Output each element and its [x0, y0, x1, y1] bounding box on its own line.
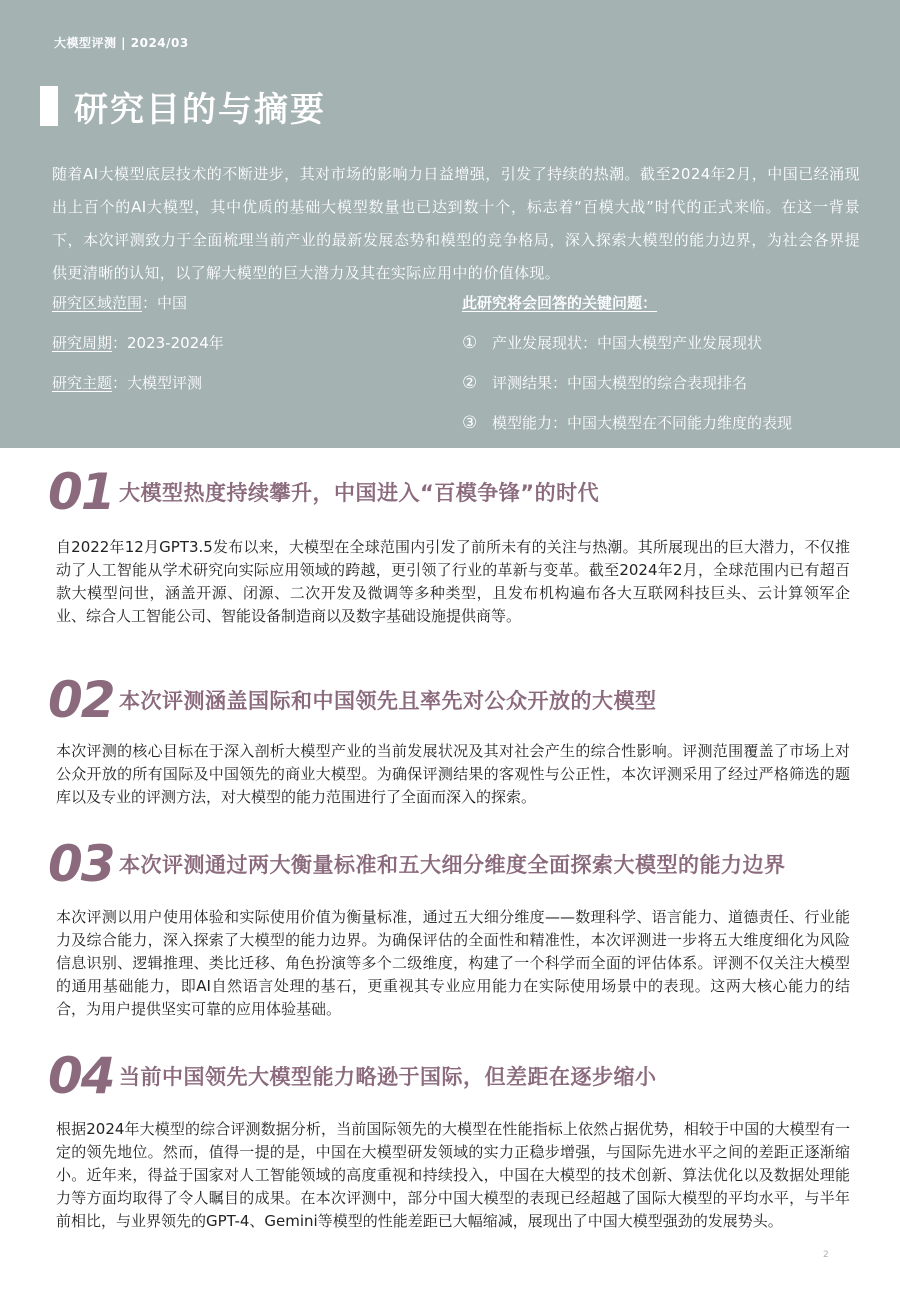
key-questions	[462, 290, 792, 450]
question-number: ③	[462, 413, 478, 433]
question-item	[462, 330, 792, 370]
meta-topic	[52, 370, 224, 410]
question-number: ②	[462, 373, 478, 393]
intro-paragraph: 随着AI大模型底层技术的不断进步，其对市场的影响力日益增强，引发了持续的热潮。截至2024年2月，中国已经涌现出上百个的AI大模型，其中优质的基础大模型数量也已达到数十个，标志着“百模大战”时代的正式来临。在这一背景下，本次评测致力于全面梳理当前产业的最新发展态势和模型的竞争格局，深入探索大模型的能力边界，为社会各界提供更清晰的认知，以了解大模型的巨大潜力及其在实际应用中的价值体现。	[52, 165, 860, 282]
section-number: 02	[48, 671, 114, 729]
page-number: 2	[823, 1250, 829, 1260]
key-questions-heading	[462, 290, 792, 330]
section-04	[0, 1047, 900, 1230]
section-number: 04	[48, 1047, 114, 1105]
question-text: 产业发展现状：中国大模型产业发展现状	[492, 334, 763, 352]
meta-period-value: ：2023-2024年	[112, 334, 224, 352]
question-item	[462, 410, 792, 450]
meta-period	[52, 330, 224, 370]
section-number: 01	[48, 463, 114, 521]
question-text: 模型能力：中国大模型在不同能力维度的表现	[492, 414, 793, 432]
section-body: 根据2024年大模型的综合评测数据分析，当前国际领先的大模型在性能指标上依然占据优势，相较于中国的大模型有一定的领先地位。然而，值得一提的是，中国在大模型研发领域的实力正稳步增强，与国际先进水平之间的差距正逐渐缩小。近年来，得益于国家对人工智能领域的高度重视和持续投入，中国在大模型的技术创新、算法优化以及数据处理能力等方面均取得了令人瞩目的成果。在本次评测中，部分中国大模型的表现已经超越了国际大模型的平均水平，与半年前相比，与业界领先的GPT-4、Gemini等模型的性能差距已大幅缩减，展现出了中国大模型强劲的发展势头。	[56, 1120, 850, 1230]
question-item	[462, 370, 792, 410]
report-tag: 大模型评测 | 2024/03	[54, 36, 189, 50]
meta-topic-value: ：大模型评测	[112, 374, 203, 392]
section-heading	[0, 464, 900, 520]
section-02	[0, 671, 900, 806]
question-text: 评测结果：中国大模型的综合表现排名	[492, 374, 748, 392]
section-number: 03	[48, 835, 114, 893]
meta-region	[52, 290, 224, 330]
meta-period-label: 研究周期	[52, 334, 113, 352]
header-banner	[0, 0, 900, 448]
section-heading	[0, 672, 900, 728]
section-title: 当前中国领先大模型能力略逊于国际，但差距在逐步缩小	[119, 1065, 657, 1089]
section-title: 本次评测通过两大衡量标准和五大细分维度全面探索大模型的能力边界	[119, 853, 786, 877]
section-title: 本次评测涵盖国际和中国领先且率先对公众开放的大模型	[119, 689, 657, 713]
research-meta	[52, 290, 224, 410]
section-body: 自2022年12月GPT3.5发布以来，大模型在全球范围内引发了前所未有的关注与热潮。其所展现出的巨大潜力，不仅推动了人工智能从学术研究向实际应用领域的跨越，更引领了行业的革新与变革。截至2024年2月，全球范围内已有超百款大模型问世，涵盖开源、闭源、二次开发及微调等多种类型，且发布机构遍布各大互联网科技巨头、云计算领军企业、综合人工智能公司、智能设备制造商以及数字基础设施提供商等。	[56, 538, 850, 625]
section-body: 本次评测以用户使用体验和实际使用价值为衡量标准，通过五大细分维度——数理科学、语言能力、道德责任、行业能力及综合能力，深入探索了大模型的能力边界。为确保评估的全面性和精准性，本次评测进一步将五大维度细化为风险信息识别、逻辑推理、类比迁移、角色扮演等多个二级维度，构建了一个科学而全面的评估体系。评测不仅关注大模型的通用基础能力，即AI自然语言处理的基石，更重视其专业应用能力在实际使用场景中的表现。这两大核心能力的结合，为用户提供坚实可靠的应用体验基础。	[56, 908, 850, 1018]
section-heading	[0, 836, 900, 892]
question-number: ①	[462, 333, 478, 353]
section-title: 大模型热度持续攀升，中国进入“百模争锋”的时代	[119, 481, 600, 505]
section-heading	[0, 1048, 900, 1104]
meta-region-value: ：中国	[142, 294, 188, 312]
page-title: 研究目的与摘要	[74, 90, 326, 130]
title-accent-bar	[40, 86, 58, 126]
key-questions-heading-text: 此研究将会回答的关键问题：	[462, 294, 658, 312]
section-body: 本次评测的核心目标在于深入剖析大模型产业的当前发展状况及其对社会产生的综合性影响。评测范围覆盖了市场上对公众开放的所有国际及中国领先的商业大模型。为确保评测结果的客观性与公正性，本次评测采用了经过严格筛选的题库以及专业的评测方法，对大模型的能力范围进行了全面而深入的探索。	[56, 742, 850, 806]
meta-topic-label: 研究主题	[52, 374, 113, 392]
section-01	[0, 463, 900, 625]
meta-region-label: 研究区域范围	[52, 294, 143, 312]
section-03	[0, 835, 900, 1018]
